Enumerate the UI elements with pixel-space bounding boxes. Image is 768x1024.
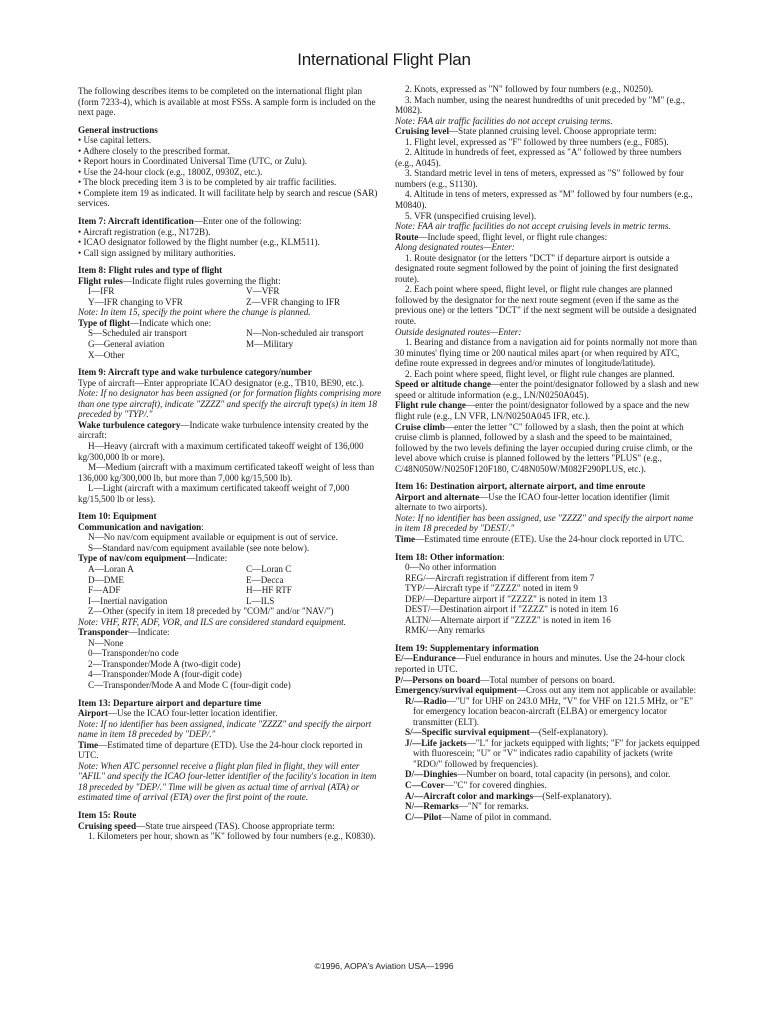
term-text: —"C" for covered dinghies. [444,780,547,790]
term-label: Flight rules [78,275,123,286]
term-text: —"L" for jackets equipped with lights; "F" for jackets equipped with fluorescein; "U" or "V" indicates radio capability of jackets (write "RDO/" followed by frequencies). [413,737,700,769]
term-label: Transponder [78,627,129,638]
code-entry: M—Military [246,339,294,350]
term-text: —Indicate: [186,553,228,564]
term-label: Time [395,533,416,544]
term-label: S/—Specific survival equipment [405,727,530,738]
term-label: P/—Persons on board [395,674,481,685]
code-entry: TYP/—Aircraft type if "ZZZZ" noted in item 9 [405,583,578,594]
item15-section-cont [395,84,701,474]
term-label: Cruising level [395,126,449,137]
list-item: 1. Flight level, expressed as "F" followed by three numbers (e.g., F085). [405,136,669,147]
term-label: D/—Dinghies [405,769,458,780]
term-text: —enter the point/designator followed by a slash and new speed or altitude information (e.g., LN/N0250A045). [395,379,700,400]
term-label: C/—Pilot [405,811,442,822]
code-row [78,350,383,361]
term-label: C—Cover [405,780,445,790]
code-entry: E—Decca [246,574,284,585]
bullet-item: • ICAO designator followed by the flight number (e.g., KLM511). [78,237,320,248]
code-entry: N—No nav/com equipment available or equipment is out of service. [88,532,338,543]
item9-section [78,367,383,504]
term-text: —State true airspeed (TAS). Choose appropriate term: [136,820,335,831]
item13-section [78,698,383,803]
list-item: 2. Each point where speed, flight level, or flight rule changes are planned. [405,368,675,379]
term-text: —Use the ICAO four-letter location identifier (limit alternate to two airports). [395,491,670,513]
bullet-item: • Complete item 19 as indicated. It will facilitate help by search and rescue (SAR) services. [78,187,378,209]
code-entry: DEP/—Departure airport if "ZZZZ" is noted in item 13 [405,593,608,604]
note-text: Note: If no identifier has been assigned, use "ZZZZ" and specify the airport name in item 18 preceded by "DEST/." [395,512,694,534]
term-label: Time [78,739,99,750]
heading-text: —Enter one of the following: [193,216,302,227]
code-entry: 0—No other information [405,562,497,573]
term-label: Emergency/survival equipment [395,685,517,696]
term-label: Speed or altitude change [395,379,491,390]
term-label: Wake turbulence category [78,419,181,430]
note-text: Note: When ATC personnel receive a flight plan filed in flight, they will enter "AFIL" and specify the ICAO four-letter identifier of the facility's location in item 18 preceded by "DEP/." Time will be given as actual time of arrival (ATA) or estimated time of arrival (ETA) over the first point of the route. [78,760,377,803]
section-heading: Item 10: Equipment [78,511,157,522]
term-text: : [201,521,204,532]
term-label: Flight rule change [395,400,466,411]
section-heading: Item 19: Supplementary information [395,642,539,653]
list-item: 2. Knots, expressed as "N" followed by four numbers (e.g., N0250). [405,84,654,94]
note-text: Note: If no identifier has been assigned, indicate "ZZZZ" and specify the airport name in item 18 preceded by "DEP/." [78,718,372,740]
item16-section [395,481,701,544]
code-entry: H—HF RTF [246,585,292,596]
code-entry [246,350,383,361]
note-text: Note: VHF, RTF, ADF, VOR, and ILS are considered standard equipment. [78,616,346,627]
term-label: A/—Aircraft color and markings [405,790,534,801]
list-item: 3. Mach number, using the nearest hundredths of unit preceded by "M" (e.g., M082). [395,94,686,116]
paragraph: H—Heavy (aircraft with a maximum certificated takeoff weight of 136,000 kg/300,000 lb or more). [78,440,364,462]
term-text: —Include speed, flight level, or flight rule changes: [418,231,608,242]
term-label: Cruising speed [78,820,137,831]
term-label: Type of flight [78,317,131,328]
term-text: —(Self-explanatory). [533,790,612,801]
term-label: Type of nav/com equipment [78,553,187,564]
bullet-item: • Aircraft registration (e.g., N172B). [78,226,211,237]
section-heading: Item 16: Destination airport, alternate airport, and time enroute [395,481,646,492]
code-row [78,585,383,596]
code-entry: S—Scheduled air transport [88,328,187,339]
code-entry: Z—VFR changing to IFR [246,296,341,307]
term-label: R/—Radio [405,695,447,706]
term-text: —Estimated time enroute (ETE). Use the 24-hour clock reported in UTC. [415,533,685,544]
paragraph: M—Medium (aircraft with a maximum certificated takeoff weight of less than 136,000 kg/300,000 lb, but more than 7,000 kg/15,500 lb). [78,462,375,483]
term-label: Airport and alternate [395,491,480,502]
section-heading: Item 8: Flight rules and type of flight [78,265,223,276]
list-item: 5. VFR (unspecified cruising level). [405,210,537,221]
code-row [78,286,383,297]
term-text: —Name of pilot in command. [441,811,552,822]
code-entry: S—Standard nav/com equipment available (see note below). [88,542,310,553]
page-footer: ©1996, AOPA's Aviation USA—1996 [314,961,454,971]
right-column [395,84,701,822]
code-entry: DEST/—Destination airport if "ZZZZ" is noted in item 16 [405,604,619,615]
bullet-item: • Adhere closely to the prescribed format. [78,145,230,156]
code-entry: RMK/—Any remarks [405,625,485,636]
code-entry: N—None [88,637,124,648]
item7-section [78,216,383,258]
paragraph: L—Light (aircraft with a maximum certificated takeoff weight of 7,000 kg/15,500 lb or less). [78,483,350,504]
code-entry: 2—Transponder/Mode A (two-digit code) [88,658,241,669]
term-label: J/—Life jackets [405,737,467,748]
term-label: Cruise climb [395,421,445,432]
term-label: Route [395,231,419,242]
code-entry: 4—Transponder/Mode A (four-digit code) [88,669,242,680]
subheading: Along designated routes—Enter: [395,242,515,253]
subheading: Outside designated routes—Enter: [395,326,522,337]
heading-text: : [502,551,505,562]
code-entry: C—Transponder/Mode A and Mode C (four-digit code) [88,679,291,690]
section-heading: Item 13: Departure airport and departure time [78,697,262,708]
code-row [78,339,383,350]
term-text: —Estimated time of departure (ETD). Use the 24-hour clock reported in UTC. [78,739,363,761]
list-item: 4. Altitude in tens of meters, expressed as "M" followed by four numbers (e.g., M0840). [395,189,693,211]
note-text: Note: In item 15, specify the point where the change is planned. [78,307,311,318]
bullet-item: • The block preceding item 3 is to be completed by air traffic facilities. [78,177,337,188]
section-heading: Item 18: Other information [395,551,503,562]
code-entry: D—DME [88,574,124,585]
section-heading: General instructions [78,124,158,135]
code-entry: ALTN/—Alternate airport if "ZZZZ" is noted in item 16 [405,614,611,625]
code-entry: REG/—Aircraft registration if different from item 7 [405,572,595,583]
term-label: Communication and navigation [78,521,202,532]
section-heading: Item 7: Aircraft identification [78,216,194,227]
item8-section [78,265,383,360]
item15-section-start [78,810,383,842]
term-text: —Indicate which one: [130,317,212,328]
list-item: 2. Altitude in hundreds of feet, expressed as "A" followed by three numbers (e.g., A045). [395,147,682,168]
code-entry: Y—IFR changing to VFR [88,296,183,307]
code-entry: I—Inertial navigation [88,595,168,606]
section-heading: Item 15: Route [78,810,137,820]
list-item: 1. Bearing and distance from a navigation aid for points normally not more than 30 minutes' flying time or 200 nautical miles apart (or when required by ATC, define route expressed in degrees and/or minutes of longitude/latitude). [395,337,697,369]
page-title: International Flight Plan [297,50,471,69]
item10-section [78,511,383,690]
code-entry: C—Loran C [246,563,292,574]
term-text: —(Self-explanatory). [529,727,609,738]
left-column [78,86,383,842]
term-text: —Cross out any item not applicable or available: [516,685,697,696]
item18-section [395,552,701,636]
note-text: Note: If no designator has been assigned (or for formation flights comprising more than one type aircraft), indicate "ZZZZ" and specify the aircraft type(s) in item 18 preceded by "TYP/." [78,388,382,420]
section-heading: Item 9: Aircraft type and wake turbulence category/number [78,367,312,378]
code-row [78,564,383,575]
term-text: —Use the ICAO four-letter location identifier. [107,708,278,719]
code-row [78,297,383,308]
code-entry: N—Non-scheduled air transport [246,328,364,339]
code-row [78,575,383,586]
list-item: 1. Route designator (or the letters "DCT" if departure airport is outside a designated route segment followed by the point of joining the first designated route). [395,252,679,284]
code-entry: Z—Other (specify in item 18 preceded by "COM/" and/or "NAV/") [88,606,334,617]
bullet-item: • Use capital letters. [78,135,152,146]
bullet-item: • Use the 24-hour clock (e.g., 1800Z, 0930Z, etc.). [78,166,263,177]
item19-section [395,643,701,822]
note-text: Note: FAA air traffic facilities do not accept cruising terms. [395,115,613,126]
code-entry: F—ADF [88,585,121,596]
code-entry: G—General aviation [88,339,165,350]
code-entry: I—IFR [88,286,115,297]
term-text: —Indicate wake turbulence intensity created by the aircraft: [78,419,369,441]
term-text: —enter the point/designator followed by a space and the new flight rule (e.g., LN VFR, LN/N0250A045 IFR, etc.). [395,400,690,421]
list-item: 2. Each point where speed, flight level, or flight rule changes are planned followed by the designator for the next route segment (even if the same as the previous one) or the letters "DCT" if the next segment will be outside a designated route. [395,284,697,327]
list-item: 3. Standard metric level in tens of meters, expressed as "S" followed by four numbers (e.g., S1130). [395,168,684,189]
paragraph: Type of aircraft—Enter appropriate ICAO designator (e.g., TB10, BE90, etc.). [78,377,365,388]
code-entry: 0—Transponder/no code [88,648,179,659]
code-entry: L—ILS [246,595,275,606]
term-text: —Indicate flight rules governing the flight: [122,275,281,286]
term-label: N/—Remarks [405,801,459,812]
term-text: —enter the letter "C" followed by a slash, then the point at which cruise climb is planned, followed by a slash and the speed to be maintained, followed by the two levels defining the layer occupied during cruise climb, or the level above which cruise is planned followed by the letters "PLUS" (e.g., C/48N050W/N0250F120F180, C/48N050W/M082F290PLUS, etc.). [395,421,693,474]
term-text: —Total number of persons on board. [480,674,615,685]
term-text: —"N" for remarks. [458,801,529,812]
code-entry: A—Loran A [88,563,134,574]
term-text: —"U" for UHF on 243.0 MHz, "V" for VHF on 121.5 MHz, or "E" for emergency location beacon-aircraft (ELBA) or emergency locator transmitter (ELT). [413,695,694,727]
term-text: —Fuel endurance in hours and minutes. Use the 24-hour clock reported in UTC. [395,653,685,674]
term-label: Airport [78,708,108,719]
general-instructions-section [78,125,383,209]
intro-paragraph: The following describes items to be completed on the international flight plan (form 7233-4), which is available at most FSSs. A sample form is included on the next page. [78,86,376,118]
code-entry: V—VFR [246,286,280,297]
code-row [78,596,383,607]
code-row [78,328,383,339]
note-text: Note: FAA air traffic facilities do not accept cruising levels in metric terms. [395,221,671,232]
term-label: E/—Endurance [395,653,456,664]
bullet-item: • Report hours in Coordinated Universal Time (UTC, or Zulu). [78,156,308,167]
bullet-item: • Call sign assigned by military authorities. [78,247,236,258]
code-entry: X—Other [88,349,125,360]
term-text: —State planned cruising level. Choose appropriate term: [449,126,657,137]
term-text: —Number on board, total capacity (in persons), and color. [457,769,671,780]
list-item: 1. Kilometers per hour, shown as "K" followed by four numbers (e.g., K0830). [88,831,376,842]
term-text: —Indicate: [128,627,170,638]
